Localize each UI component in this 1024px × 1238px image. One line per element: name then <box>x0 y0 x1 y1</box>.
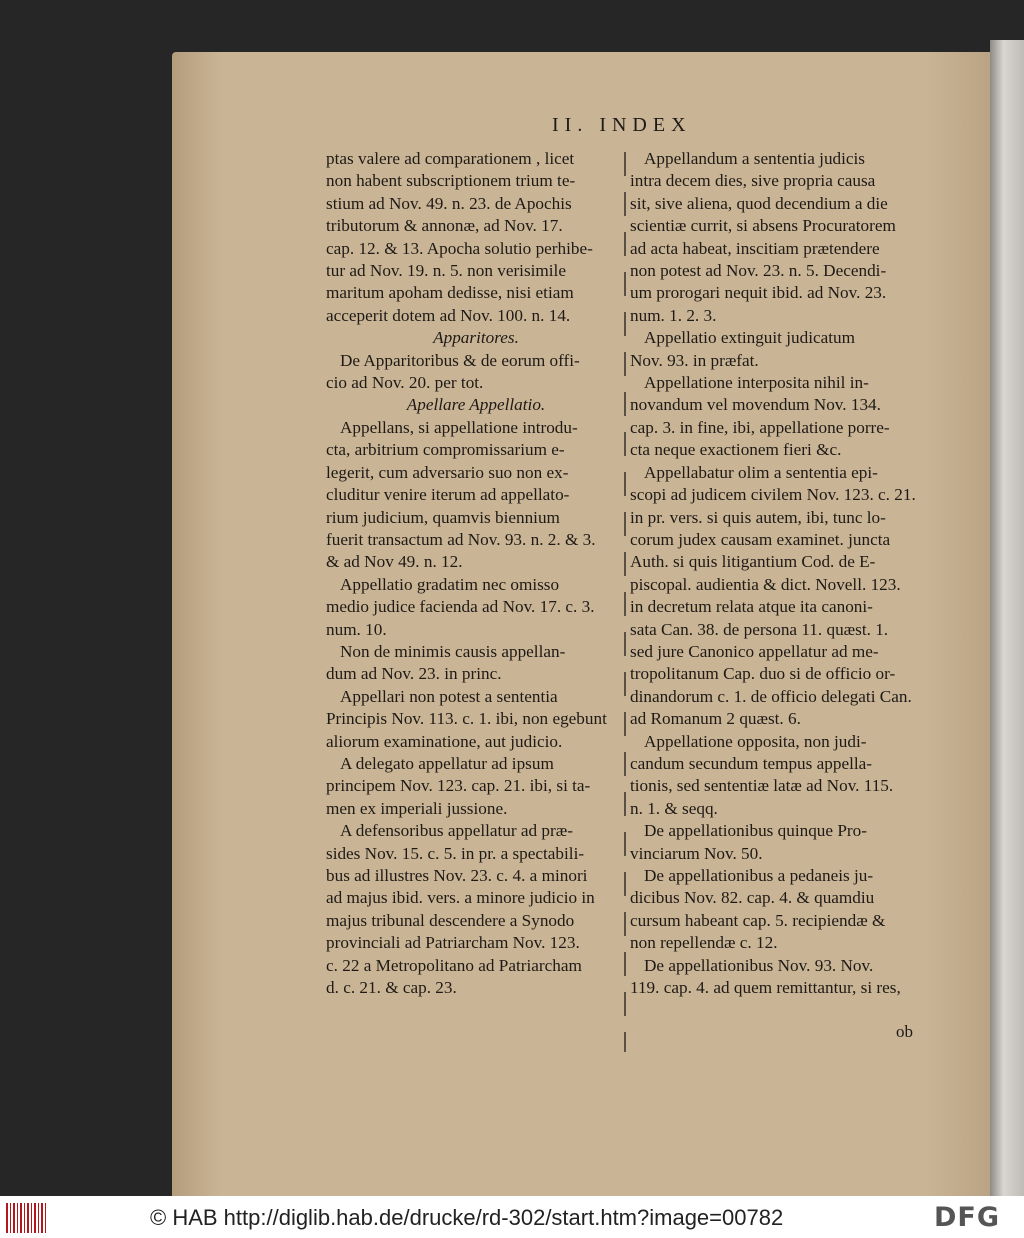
text-line: non potest ad Nov. 23. n. 5. Decendi- <box>630 261 887 281</box>
text-line: in decretum relata atque ita canoni- <box>630 597 873 617</box>
text-line: non habent subscriptionem trium te- <box>326 171 576 191</box>
text-line: tropolitanum Cap. duo si de officio or- <box>630 664 896 684</box>
dfg-logo: DFG <box>934 1202 1001 1233</box>
text-line: Appellatione opposita, non judi- <box>644 731 867 751</box>
text-line: candum secundum tempus appella- <box>630 753 872 773</box>
text-line: num. 10. <box>326 619 387 639</box>
book-page <box>172 52 990 1196</box>
text-line: tributorum & annonæ, ad Nov. 17. <box>326 216 563 236</box>
catchword: ob <box>896 1022 913 1041</box>
text-line: c. 22 a Metropolitano ad Patriarcham <box>326 955 582 975</box>
text-line: majus tribunal descendere a Synodo <box>326 910 575 930</box>
text-line: legerit, cum adversario suo non ex- <box>326 462 569 482</box>
text-line: sit, sive aliena, quod decendium a die <box>630 193 888 213</box>
text-line: Non de minimis causis appellan- <box>340 641 566 661</box>
text-line: scientiæ currit, si absens Procuratorem <box>630 216 896 236</box>
text-line: corum judex causam examinet. juncta <box>630 529 891 549</box>
text-line: in pr. vers. si quis autem, ibi, tunc lo- <box>630 507 886 527</box>
text-line: De appellationibus Nov. 93. Nov. <box>644 955 874 975</box>
text-line: ad majus ibid. vers. a minore judicio in <box>326 888 595 908</box>
text-line: scopi ad judicem civilem Nov. 123. c. 21. <box>630 485 916 505</box>
running-head: II. INDEX <box>552 114 692 136</box>
text-line: ad Romanum 2 quæst. 6. <box>630 709 801 729</box>
right-column <box>630 148 940 999</box>
left-column <box>326 148 626 999</box>
text-line: n. 1. & seqq. <box>630 798 718 818</box>
text-line: acceperit dotem ad Nov. 100. n. 14. <box>326 305 571 325</box>
section-heading: Apellare Appellatio. <box>406 395 546 415</box>
text-line: dicibus Nov. 82. cap. 4. & quamdiu <box>630 888 875 908</box>
text-line: A delegato appellatur ad ipsum <box>340 753 554 773</box>
text-line: stium ad Nov. 49. n. 23. de Apochis <box>326 193 572 213</box>
text-line: Appellabatur olim a sententia epi- <box>644 462 878 482</box>
section-heading: Apparitores. <box>433 328 519 348</box>
text-line: ad acta habeat, inscitiam prætendere <box>630 238 880 258</box>
text-line: cta, arbitrium compromissarium e- <box>326 440 565 460</box>
text-line: intra decem dies, sive propria causa <box>630 171 876 191</box>
text-line: piscopal. audientia & dict. Novell. 123. <box>630 574 901 594</box>
text-line: aliorum examinatione, aut judicio. <box>326 731 563 751</box>
text-line: cursum habeant cap. 5. recipiendæ & <box>630 910 886 930</box>
text-line: num. 1. 2. 3. <box>630 305 717 325</box>
text-line: & ad Nov 49. n. 12. <box>326 552 463 572</box>
column-divider <box>624 152 626 1052</box>
text-line: Appellans, si appellatione introdu- <box>340 417 578 437</box>
text-line: um prorogari nequit ibid. ad Nov. 23. <box>630 283 887 303</box>
text-line: provinciali ad Patriarcham Nov. 123. <box>326 933 580 953</box>
text-line: maritum apoham dedisse, nisi etiam <box>326 283 574 303</box>
text-line: sides Nov. 15. c. 5. in pr. a spectabili- <box>326 843 585 863</box>
text-line: vinciarum Nov. 50. <box>630 843 763 863</box>
text-line: dinandorum c. 1. de officio delegati Can. <box>630 686 912 706</box>
page-edge <box>990 40 1024 1196</box>
text-line: d. c. 21. & cap. 23. <box>326 978 457 998</box>
text-line: non repellendæ c. 12. <box>630 933 778 953</box>
text-line: cta neque exactionem fieri &c. <box>630 440 842 460</box>
text-line: 119. cap. 4. ad quem remittantur, si res, <box>630 978 901 998</box>
text-line: De appellationibus quinque Pro- <box>644 821 867 841</box>
text-line: A defensoribus appellatur ad præ- <box>340 821 573 841</box>
text-line: Nov. 93. in præfat. <box>630 350 759 370</box>
text-line: men ex imperiali jussione. <box>326 798 508 818</box>
text-line: dum ad Nov. 23. in princ. <box>326 664 502 684</box>
text-line: ptas valere ad comparationem , licet <box>326 149 575 168</box>
text-line: Appellari non potest a sententia <box>340 686 558 706</box>
text-line: Auth. si quis litigantium Cod. de E- <box>630 552 876 572</box>
text-line: sed jure Canonico appellatur ad me- <box>630 641 879 661</box>
text-line: De appellationibus a pedaneis ju- <box>644 866 874 885</box>
text-line: fuerit transactum ad Nov. 93. n. 2. & 3. <box>326 529 596 549</box>
text-line: Appellatio gradatim nec omisso <box>340 574 560 594</box>
footer-credit: © HAB http://diglib.hab.de/drucke/rd-302/start.htm?image=00782 <box>150 1205 784 1230</box>
text-line: Appellatio extinguit judicatum <box>644 328 855 348</box>
text-line: principem Nov. 123. cap. 21. ibi, si ta- <box>326 776 591 796</box>
text-line: medio judice facienda ad Nov. 17. c. 3. <box>326 597 595 617</box>
hab-barcode-icon <box>6 1203 46 1233</box>
text-line: Appellatione interposita nihil in- <box>644 373 869 393</box>
text-line: novandum vel movendum Nov. 134. <box>630 395 881 415</box>
text-line: cio ad Nov. 20. per tot. <box>326 373 484 393</box>
text-line: cap. 3. in fine, ibi, appellatione porre- <box>630 417 890 437</box>
text-line: cap. 12. & 13. Apocha solutio perhibe- <box>326 238 593 258</box>
text-line: De Apparitoribus & de eorum offi- <box>340 350 580 370</box>
text-line: cluditur venire iterum ad appellato- <box>326 485 570 505</box>
text-line: tur ad Nov. 19. n. 5. non verisimile <box>326 261 566 281</box>
text-line: Appellandum a sententia judicis <box>644 149 865 168</box>
text-line: bus ad illustres Nov. 23. c. 4. a minori <box>326 866 588 885</box>
text-line: tionis, sed sententiæ latæ ad Nov. 115. <box>630 776 894 796</box>
text-line: rium judicium, quamvis biennium <box>326 507 560 527</box>
text-line: sata Can. 38. de persona 11. quæst. 1. <box>630 619 889 639</box>
text-line: Principis Nov. 113. c. 1. ibi, non egebunt <box>326 709 607 729</box>
